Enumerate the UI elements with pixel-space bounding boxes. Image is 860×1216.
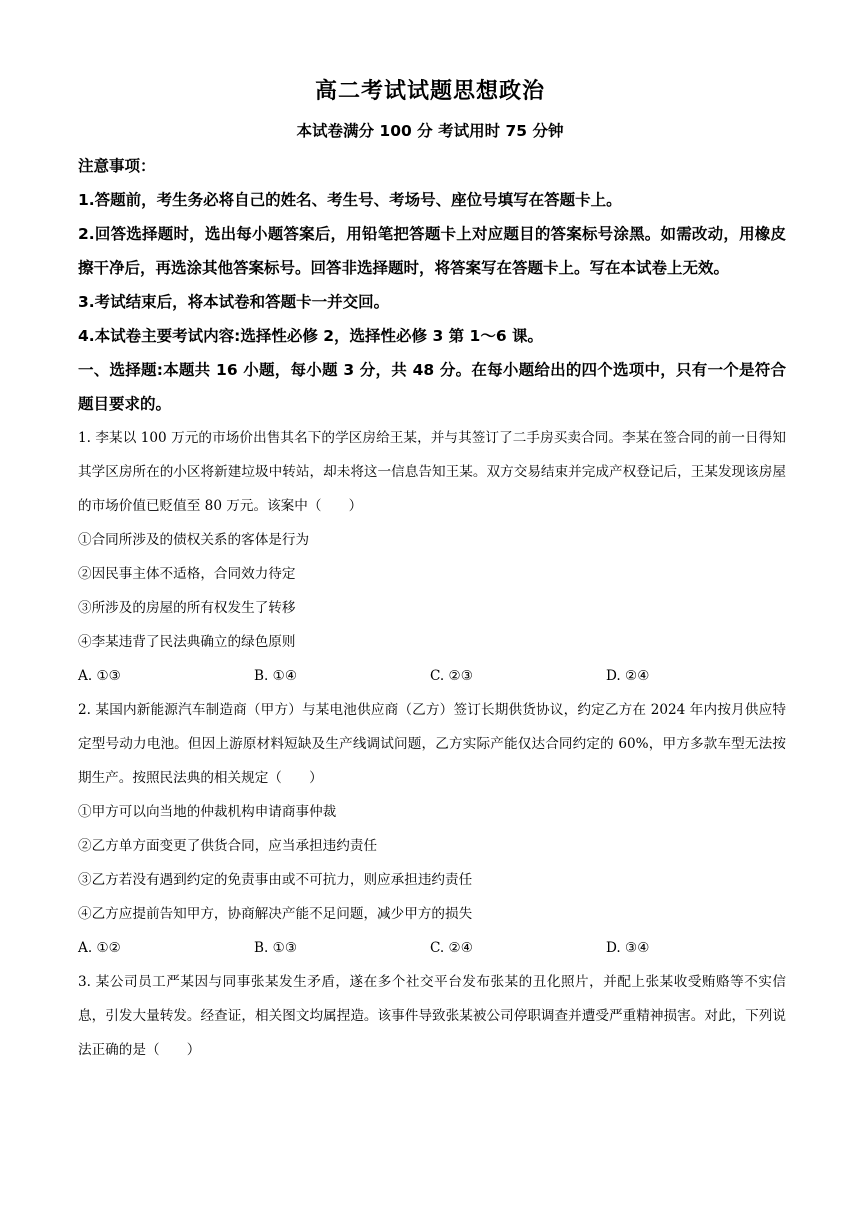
question-1-statement: ④李某违背了民法典确立的绿色原则 bbox=[78, 634, 296, 650]
option-d: D. ②④ bbox=[606, 668, 650, 684]
question-2-options bbox=[78, 931, 786, 965]
notice-item-1: 1.答题前，考生务必将自己的姓名、考生号、考场号、座位号填写在答题卡上。 bbox=[78, 191, 622, 209]
notice-heading: 注意事项： bbox=[78, 157, 156, 175]
option-a: A. ①③ bbox=[78, 668, 121, 684]
option-d: D. ③④ bbox=[606, 940, 650, 956]
exam-content bbox=[78, 149, 786, 1067]
option-b: B. ①④ bbox=[254, 668, 298, 684]
question-1-statement: ③所涉及的房屋的所有权发生了转移 bbox=[78, 600, 296, 616]
question-1-options bbox=[78, 659, 786, 693]
option-b: B. ①③ bbox=[254, 940, 298, 956]
question-2-statement: ④乙方应提前告知甲方，协商解决产能不足问题，减少甲方的损失 bbox=[78, 906, 473, 922]
notice-item-4: 4.本试卷主要考试内容:选择性必修 2，选择性必修 3 第 1～6 课。 bbox=[78, 327, 543, 345]
option-c: C. ②③ bbox=[430, 668, 473, 684]
option-a: A. ①② bbox=[78, 940, 121, 956]
exam-info-subtitle: 本试卷满分 100 分 考试用时 75 分钟 bbox=[296, 122, 564, 140]
question-2-stem: 2. 某国内新能源汽车制造商（甲方）与某电池供应商（乙方）签订长期供货协议，约定乙方在 2024 年内按月供应特定型号动力电池。但因上游原材料短缺及生产线调试问题，乙方实际产能仅达合同约定的 60%，甲方多款车型无法按期生产。按照民法典的相关规定（ ） bbox=[78, 702, 786, 786]
question-1-stem: 1. 李某以 100 万元的市场价出售其名下的学区房给王某，并与其签订了二手房买卖合同。李某在签合同的前一日得知其学区房所在的小区将新建垃圾中转站，却未将这一信息告知王某。双方交易结束并完成产权登记后，王某发现该房屋的市场价值已贬值至 80 万元。该案中（ ） bbox=[78, 430, 786, 514]
question-3-stem: 3. 某公司员工严某因与同事张某发生矛盾，遂在多个社交平台发布张某的丑化照片，并配上张某收受贿赂等不实信息，引发大量转发。经查证，相关图文均属捏造。该事件导致张某被公司停职调查并遭受严重精神损害。对此，下列说法正确的是（ ） bbox=[78, 974, 786, 1058]
question-1-statement: ①合同所涉及的债权关系的客体是行为 bbox=[78, 532, 310, 548]
option-c: C. ②④ bbox=[430, 940, 473, 956]
section-heading: 一、选择题:本题共 16 小题，每小题 3 分，共 48 分。在每小题给出的四个选项中，只有一个是符合题目要求的。 bbox=[78, 361, 786, 413]
notice-item-3: 3.考试结束后，将本试卷和答题卡一并交回。 bbox=[78, 293, 390, 311]
notice-item-2: 2.回答选择题时，选出每小题答案后，用铅笔把答题卡上对应题目的答案标号涂黑。如需改动，用橡皮擦干净后，再选涂其他答案标号。回答非选择题时，将答案写在答题卡上。写在本试卷上无效。 bbox=[78, 225, 786, 277]
question-2-statement: ①甲方可以向当地的仲裁机构申请商事仲裁 bbox=[78, 804, 337, 820]
page-title: 高二考试试题思想政治 bbox=[314, 79, 545, 104]
question-1-statement: ②因民事主体不适格，合同效力待定 bbox=[78, 566, 296, 582]
question-2-statement: ③乙方若没有遇到约定的免责事由或不可抗力，则应承担违约责任 bbox=[78, 872, 473, 888]
question-2-statement: ②乙方单方面变更了供货合同，应当承担违约责任 bbox=[78, 838, 378, 854]
